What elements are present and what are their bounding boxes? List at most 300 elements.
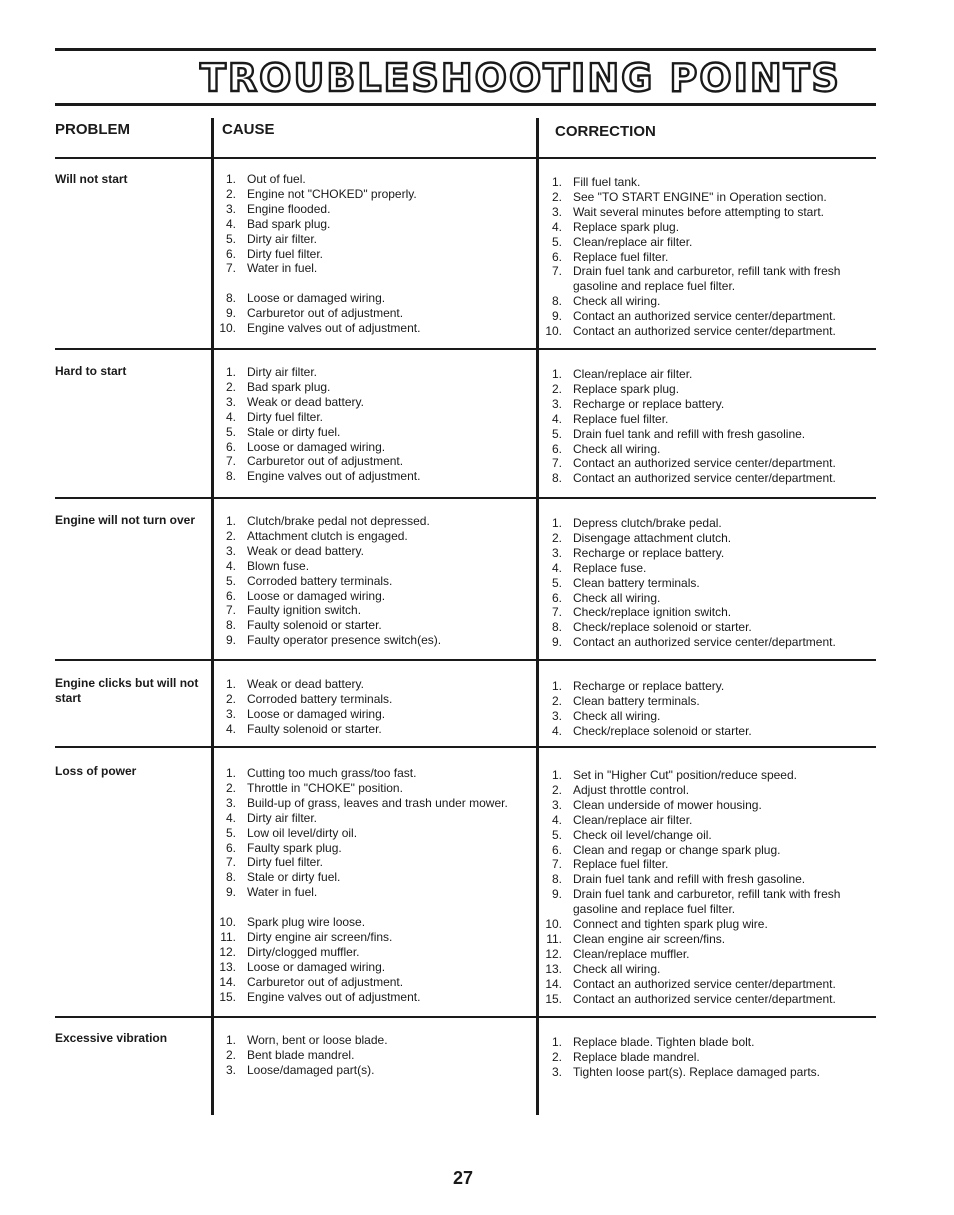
list-item: [542, 561, 860, 576]
list-item: [216, 692, 528, 707]
item-text: Replace blade mandrel.: [573, 1049, 700, 1064]
problem-label: Excessive vibration: [55, 1031, 168, 1045]
list-item: [216, 291, 528, 306]
list-item: [542, 857, 860, 872]
list-item: [542, 813, 860, 828]
list-item: [542, 250, 860, 265]
list-item: [542, 887, 860, 917]
item-text: Weak or dead battery.: [247, 543, 364, 558]
item-text: Engine valves out of adjustment.: [247, 989, 421, 1004]
item-text: Replace blade. Tighten blade bolt.: [573, 1035, 755, 1049]
list-item: [542, 294, 860, 309]
item-text: Engine valves out of adjustment.: [247, 321, 421, 336]
item-number: 5.: [225, 573, 236, 588]
list-item: [542, 1065, 860, 1080]
list-item: [216, 321, 528, 336]
item-text: Check all wiring.: [573, 441, 661, 456]
cause-list: [216, 1033, 528, 1078]
item-number: 2.: [551, 1049, 562, 1064]
item-text: Carburetor out of adjustment.: [247, 974, 404, 989]
item-number: 9.: [551, 635, 562, 650]
item-number: 2.: [225, 691, 236, 706]
list-item: [216, 707, 528, 722]
item-text: Check all wiring.: [573, 708, 661, 723]
item-number: 7.: [551, 456, 562, 471]
list-item: [542, 264, 860, 294]
item-text: Worn, bent or loose blade.: [247, 1033, 388, 1047]
list-item: [216, 766, 528, 781]
list-item: [216, 826, 528, 841]
item-number: 3.: [551, 1064, 562, 1079]
list-item: [216, 945, 528, 960]
item-number: 2.: [551, 693, 562, 708]
list-item: [216, 365, 528, 380]
list-item: [216, 544, 528, 559]
header-cause: CAUSE: [222, 121, 275, 138]
item-number: 1.: [551, 679, 562, 693]
item-number: 10.: [545, 324, 562, 339]
item-number: 1.: [225, 514, 236, 528]
item-number: 11.: [220, 929, 236, 944]
list-item: [216, 975, 528, 990]
problem-label: Engine clicks but will not start: [55, 676, 199, 705]
item-number: 4.: [225, 216, 236, 231]
list-item: [216, 855, 528, 870]
list-item: [216, 247, 528, 262]
list-item: [542, 591, 860, 606]
item-text: Dirty engine air screen/fins.: [247, 929, 393, 944]
item-number: 3.: [225, 795, 236, 810]
list-item: [542, 977, 860, 992]
list-item: [216, 960, 528, 975]
list-item: [216, 885, 528, 900]
item-number: 8.: [225, 870, 236, 885]
item-text: Loose or damaged wiring.: [247, 439, 386, 454]
list-item: [216, 1063, 528, 1078]
item-number: 1.: [225, 766, 236, 780]
item-number: 5.: [551, 426, 562, 441]
item-number: 6.: [551, 441, 562, 456]
item-text: Faulty operator presence switch(es).: [247, 633, 442, 648]
item-text: Clean/replace muffler.: [573, 946, 690, 961]
item-number: 1.: [551, 768, 562, 782]
item-text: Engine flooded.: [247, 201, 331, 216]
list-item: [216, 202, 528, 217]
item-number: 11.: [546, 931, 562, 946]
list-item: [216, 781, 528, 796]
item-text: Loose/damaged part(s).: [247, 1062, 375, 1077]
list-item: [542, 456, 860, 471]
item-text: Bent blade mandrel.: [247, 1047, 355, 1062]
item-number: 5.: [225, 424, 236, 439]
item-text: Faulty solenoid or starter.: [247, 721, 382, 736]
item-number: 3.: [225, 394, 236, 409]
item-text: Weak or dead battery.: [247, 677, 364, 691]
item-text: Replace spark plug.: [573, 219, 680, 234]
item-text: Water in fuel.: [247, 885, 318, 900]
item-number: 10.: [219, 321, 236, 336]
item-number: 2.: [225, 1047, 236, 1062]
item-text: Dirty air filter.: [247, 810, 318, 825]
item-text: Check/replace ignition switch.: [573, 605, 732, 620]
item-number: 9.: [225, 885, 236, 900]
item-number: 5.: [551, 234, 562, 249]
item-text: Set in "Higher Cut" position/reduce speed.: [573, 768, 797, 782]
list-item: [216, 1048, 528, 1063]
row-separator: [55, 659, 876, 661]
list-item: [542, 679, 860, 694]
correction-list: [542, 175, 860, 339]
list-item: [542, 205, 860, 220]
list-item: [542, 175, 860, 190]
item-number: 5.: [551, 575, 562, 590]
item-text: Stale or dirty fuel.: [247, 424, 341, 439]
list-item: [216, 722, 528, 737]
item-number: 5.: [551, 827, 562, 842]
item-text: Bad spark plug.: [247, 216, 331, 231]
item-number: 2.: [551, 782, 562, 797]
item-number: 9.: [551, 887, 562, 902]
item-text: Corroded battery terminals.: [247, 573, 393, 588]
list-item: [216, 440, 528, 455]
list-item: [216, 232, 528, 247]
item-text: Attachment clutch is engaged.: [247, 528, 408, 543]
cause-list: [216, 766, 528, 1004]
item-number: 3.: [551, 545, 562, 560]
item-text: Fill fuel tank.: [573, 175, 641, 189]
item-text: Replace fuel filter.: [573, 857, 669, 872]
item-text: Carburetor out of adjustment.: [247, 306, 404, 321]
row-separator: [55, 746, 876, 748]
item-number: 6.: [551, 842, 562, 857]
item-number: 2.: [551, 381, 562, 396]
list-item: [216, 410, 528, 425]
item-number: 4.: [551, 723, 562, 738]
list-item: [542, 235, 860, 250]
row-separator: [55, 497, 876, 499]
item-text: Dirty/clogged muffler.: [247, 944, 360, 959]
item-text: Recharge or replace battery.: [573, 396, 725, 411]
list-item: [542, 309, 860, 324]
list-item: [542, 220, 860, 235]
cause-list: [216, 172, 528, 336]
top-rule: [55, 48, 876, 51]
item-number: 3.: [551, 204, 562, 219]
item-text: Carburetor out of adjustment.: [247, 454, 404, 469]
item-text: Clutch/brake pedal not depressed.: [247, 514, 430, 528]
correction-list: [542, 516, 860, 650]
item-number: 9.: [551, 309, 562, 324]
item-number: 6.: [225, 588, 236, 603]
list-item: [216, 514, 528, 529]
item-number: 2.: [225, 379, 236, 394]
list-item: [216, 930, 528, 945]
item-text: Check oil level/change oil.: [573, 827, 712, 842]
problem-label: Engine will not turn over: [55, 513, 196, 527]
item-text: Check/replace solenoid or starter.: [573, 723, 752, 738]
item-text: Clean and regap or change spark plug.: [573, 842, 781, 857]
list-item: [542, 783, 860, 798]
row-separator: [55, 348, 876, 350]
list-item: [216, 633, 528, 648]
correction-list: [542, 768, 860, 1007]
item-text: Contact an authorized service center/department.: [573, 309, 836, 324]
title-underline: [55, 103, 876, 106]
item-number: 6.: [551, 249, 562, 264]
list-item: [216, 395, 528, 410]
column-divider-right: [536, 118, 539, 1115]
item-number: 7.: [551, 605, 562, 620]
item-number: 2.: [225, 528, 236, 543]
item-text: Check all wiring.: [573, 961, 661, 976]
item-text: Blown fuse.: [247, 558, 310, 573]
header-separator: [55, 157, 876, 159]
item-text: Drain fuel tank and refill with fresh gasoline.: [573, 872, 806, 887]
item-text: Engine valves out of adjustment.: [247, 469, 421, 484]
item-number: 8.: [225, 291, 236, 306]
item-text: Clean battery terminals.: [573, 575, 700, 590]
item-text: Drain fuel tank and carburetor, refill tank with fresh gasoline and replace fuel filter.: [573, 264, 841, 294]
item-number: 1.: [225, 677, 236, 691]
item-number: 10.: [219, 915, 236, 930]
item-text: Replace fuel filter.: [573, 249, 669, 264]
item-text: Engine not "CHOKED" properly.: [247, 186, 417, 201]
item-number: 9.: [225, 633, 236, 648]
list-item: [216, 915, 528, 930]
item-number: 6.: [551, 590, 562, 605]
item-number: 13.: [219, 959, 236, 974]
item-text: Contact an authorized service center/department.: [573, 324, 836, 339]
item-number: 3.: [225, 1062, 236, 1077]
list-item: [542, 427, 860, 442]
item-number: 2.: [225, 780, 236, 795]
item-text: Out of fuel.: [247, 172, 306, 186]
list-item: [542, 992, 860, 1007]
item-number: 8.: [551, 620, 562, 635]
item-number: 1.: [225, 365, 236, 379]
item-text: Contact an authorized service center/department.: [573, 456, 836, 471]
item-text: Throttle in "CHOKE" position.: [247, 780, 403, 795]
item-number: 2.: [225, 186, 236, 201]
list-item: [216, 559, 528, 574]
list-item: [216, 172, 528, 187]
item-text: Check all wiring.: [573, 294, 661, 309]
item-number: 8.: [551, 471, 562, 486]
item-text: Loose or damaged wiring.: [247, 291, 386, 306]
item-text: Loose or damaged wiring.: [247, 588, 386, 603]
item-text: Connect and tighten spark plug wire.: [573, 917, 768, 932]
cause-list: [216, 365, 528, 484]
correction-list: [542, 1035, 860, 1080]
item-text: Cutting too much grass/too fast.: [247, 766, 417, 780]
item-number: 3.: [225, 201, 236, 216]
item-number: 15.: [545, 991, 562, 1006]
item-text: Dirty fuel filter.: [247, 409, 324, 424]
item-number: 4.: [225, 721, 236, 736]
list-item: [542, 932, 860, 947]
item-number: 6.: [225, 246, 236, 261]
list-item: [216, 589, 528, 604]
item-number: 4.: [551, 560, 562, 575]
item-text: Faulty ignition switch.: [247, 603, 362, 618]
item-number: 2.: [551, 530, 562, 545]
list-item: [542, 397, 860, 412]
item-text: Dirty air filter.: [247, 365, 318, 379]
list-item: [542, 872, 860, 887]
item-text: Contact an authorized service center/department.: [573, 991, 836, 1006]
list-item: [542, 798, 860, 813]
item-text: Corroded battery terminals.: [247, 691, 393, 706]
item-number: 2.: [551, 189, 562, 204]
item-number: 9.: [225, 306, 236, 321]
item-number: 8.: [551, 294, 562, 309]
list-item: [542, 471, 860, 486]
list-item: [216, 677, 528, 692]
page-title: TROUBLESHOOTING POINTS: [200, 56, 841, 100]
item-text: Drain fuel tank and refill with fresh gasoline.: [573, 426, 806, 441]
list-item: [542, 828, 860, 843]
list-item: [542, 917, 860, 932]
item-text: Faulty solenoid or starter.: [247, 618, 382, 633]
list-item: [216, 380, 528, 395]
list-item: [542, 412, 860, 427]
item-number: 3.: [225, 706, 236, 721]
list-item: [216, 306, 528, 321]
item-text: Adjust throttle control.: [573, 782, 690, 797]
item-text: Clean/replace air filter.: [573, 367, 693, 381]
list-item: [216, 990, 528, 1005]
list-item: [542, 546, 860, 561]
item-number: 8.: [225, 618, 236, 633]
list-item: [542, 620, 860, 635]
item-number: 14.: [545, 976, 562, 991]
item-number: 12.: [545, 946, 562, 961]
list-item: [542, 962, 860, 977]
list-item: [542, 442, 860, 457]
list-item: [216, 618, 528, 633]
list-item: [216, 1033, 528, 1048]
item-text: Low oil level/dirty oil.: [247, 825, 358, 840]
item-number: 1.: [225, 1033, 236, 1047]
list-item: [542, 190, 860, 205]
item-number: 3.: [551, 797, 562, 812]
item-number: 1.: [551, 516, 562, 530]
header-correction: CORRECTION: [555, 123, 656, 140]
item-text: Clean engine air screen/fins.: [573, 931, 726, 946]
problem-label: Hard to start: [55, 364, 127, 378]
item-number: 15.: [219, 989, 236, 1004]
list-item: [542, 382, 860, 397]
row-separator: [55, 1016, 876, 1018]
item-number: 7.: [551, 264, 562, 279]
item-number: 6.: [225, 840, 236, 855]
list-item: [542, 709, 860, 724]
list-item: [542, 724, 860, 739]
item-number: 7.: [225, 454, 236, 469]
list-item: [216, 870, 528, 885]
item-text: Clean underside of mower housing.: [573, 797, 762, 812]
item-number: 8.: [225, 469, 236, 484]
list-item: [542, 367, 860, 382]
item-text: Spark plug wire loose.: [247, 915, 366, 930]
item-text: Replace fuel filter.: [573, 411, 669, 426]
item-text: Clean battery terminals.: [573, 693, 700, 708]
item-text: See "TO START ENGINE" in Operation section.: [573, 189, 827, 204]
header-problem: PROBLEM: [55, 121, 130, 138]
list-item: [216, 811, 528, 826]
item-text: Faulty spark plug.: [247, 840, 342, 855]
item-number: 1.: [551, 175, 562, 189]
item-text: Stale or dirty fuel.: [247, 870, 341, 885]
item-text: Contact an authorized service center/department.: [573, 635, 836, 650]
problem-label: Loss of power: [55, 764, 137, 778]
item-number: 4.: [551, 411, 562, 426]
list-item: [216, 261, 528, 276]
list-item: [542, 576, 860, 591]
item-number: 5.: [225, 231, 236, 246]
item-number: 3.: [551, 708, 562, 723]
correction-list: [542, 367, 860, 486]
item-text: Disengage attachment clutch.: [573, 530, 732, 545]
item-text: Clean/replace air filter.: [573, 234, 693, 249]
list-item: [542, 324, 860, 339]
correction-list: [542, 679, 860, 739]
item-number: 4.: [225, 810, 236, 825]
item-text: Bad spark plug.: [247, 379, 331, 394]
item-number: 10.: [545, 917, 562, 932]
item-number: 7.: [225, 261, 236, 276]
item-text: Check/replace solenoid or starter.: [573, 620, 752, 635]
item-text: Contact an authorized service center/department.: [573, 471, 836, 486]
list-item: [216, 425, 528, 440]
list-item: [542, 947, 860, 962]
list-item: [542, 605, 860, 620]
item-number: 4.: [225, 558, 236, 573]
item-text: Dirty fuel filter.: [247, 246, 324, 261]
item-text: Check all wiring.: [573, 590, 661, 605]
item-number: 8.: [551, 872, 562, 887]
list-item: [542, 635, 860, 650]
item-number: 1.: [551, 1035, 562, 1049]
list-item: [216, 187, 528, 202]
item-text: Weak or dead battery.: [247, 394, 364, 409]
item-text: Water in fuel.: [247, 261, 318, 276]
list-item: [216, 603, 528, 618]
item-number: 4.: [551, 812, 562, 827]
problem-label: Will not start: [55, 172, 128, 186]
list-item: [542, 768, 860, 783]
item-text: Loose or damaged wiring.: [247, 706, 386, 721]
item-text: Replace spark plug.: [573, 381, 680, 396]
list-item: [216, 469, 528, 484]
column-divider-left: [211, 118, 214, 1115]
item-text: Depress clutch/brake pedal.: [573, 516, 722, 530]
list-item: [216, 529, 528, 544]
item-text: Tighten loose part(s). Replace damaged parts.: [573, 1064, 821, 1079]
item-text: Drain fuel tank and carburetor, refill tank with fresh gasoline and replace fuel filter.: [573, 887, 841, 917]
list-item: [216, 796, 528, 811]
item-text: Dirty fuel filter.: [247, 855, 324, 870]
item-number: 4.: [225, 409, 236, 424]
list-item: [216, 841, 528, 856]
item-number: 1.: [551, 367, 562, 381]
item-number: 5.: [225, 825, 236, 840]
list-item: [542, 694, 860, 709]
item-number: 7.: [551, 857, 562, 872]
list-item: [216, 454, 528, 469]
list-item: [216, 574, 528, 589]
item-text: Wait several minutes before attempting to start.: [573, 204, 824, 219]
